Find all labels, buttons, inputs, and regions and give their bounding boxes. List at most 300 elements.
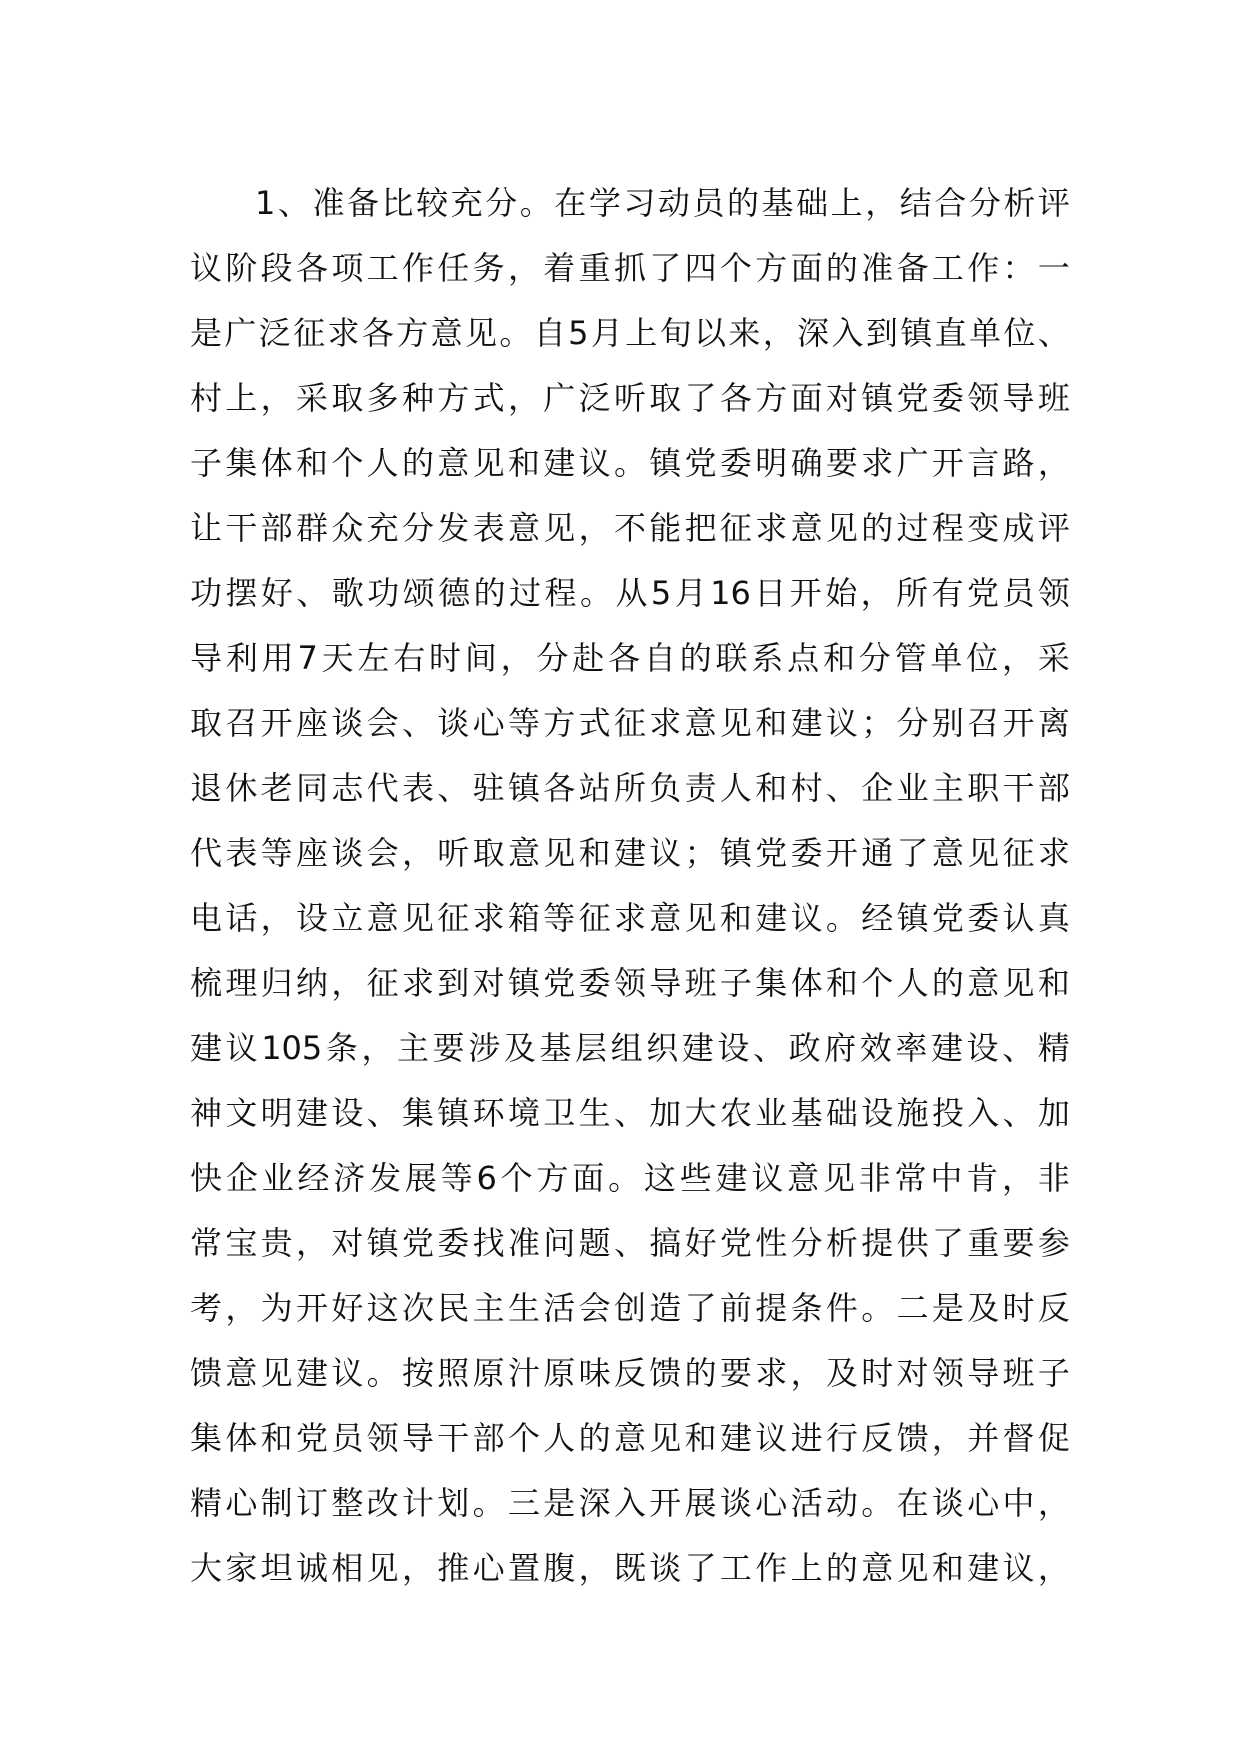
glyph: 面 xyxy=(790,249,823,287)
glyph: 和 xyxy=(931,1549,964,1587)
glyph: 。 xyxy=(608,1159,641,1197)
glyph: 条 xyxy=(790,1289,823,1327)
glyph: 工 xyxy=(366,249,399,287)
glyph: 等 xyxy=(260,834,293,872)
glyph: 的 xyxy=(473,574,506,612)
glyph: 意 xyxy=(225,1354,258,1392)
glyph: 镇 xyxy=(719,834,752,872)
glyph: ， xyxy=(1002,1159,1035,1197)
glyph: 听 xyxy=(613,379,646,417)
glyph: 设 xyxy=(966,1029,999,1067)
glyph: 见 xyxy=(1002,964,1035,1002)
glyph: 谈 xyxy=(331,704,364,742)
glyph: 了 xyxy=(684,379,717,417)
glyph: 村 xyxy=(790,769,823,807)
glyph: 领 xyxy=(931,1354,964,1392)
glyph: 镇 xyxy=(896,899,929,937)
glyph: 开 xyxy=(260,704,293,742)
glyph: 话 xyxy=(225,899,258,937)
glyph: 入 xyxy=(831,314,864,352)
glyph: 主 xyxy=(931,769,964,807)
glyph: 开 xyxy=(1002,704,1035,742)
glyph: 建 xyxy=(930,1029,963,1067)
glyph: 次 xyxy=(401,1289,434,1327)
glyph: 计 xyxy=(401,1484,434,1522)
glyph: 业 xyxy=(896,769,929,807)
paragraph-line xyxy=(190,1471,1070,1536)
glyph: 旬 xyxy=(659,314,692,352)
glyph: 、 xyxy=(825,769,858,807)
glyph: 活 xyxy=(790,1484,823,1522)
glyph: 把 xyxy=(684,509,717,547)
glyph: 组 xyxy=(610,1029,643,1067)
glyph: 为 xyxy=(260,1289,293,1327)
glyph: 好 xyxy=(684,1224,717,1262)
glyph: 各 xyxy=(719,379,752,417)
glyph: 党 xyxy=(931,899,964,937)
glyph: 谈 xyxy=(719,1484,752,1522)
glyph: 前 xyxy=(719,1289,752,1327)
glyph: 班 xyxy=(684,964,717,1002)
glyph: 会 xyxy=(578,1289,611,1327)
glyph: 和 xyxy=(578,834,611,872)
glyph: 变 xyxy=(967,509,1000,547)
glyph: 心 xyxy=(225,1484,258,1522)
glyph: 导 xyxy=(1002,379,1035,417)
glyph: 既 xyxy=(613,1549,646,1587)
glyph: 、 xyxy=(613,1094,646,1132)
glyph: 建 xyxy=(190,1029,223,1067)
glyph: 会 xyxy=(366,704,399,742)
glyph: 要 xyxy=(1002,1224,1035,1262)
glyph: 作 xyxy=(755,1549,788,1587)
glyph: 意 xyxy=(931,834,964,872)
glyph: 和 xyxy=(755,769,788,807)
glyph: 镇 xyxy=(861,379,894,417)
glyph: 老 xyxy=(260,769,293,807)
glyph: 提 xyxy=(755,1289,788,1327)
glyph: 建 xyxy=(543,444,576,482)
glyph: 德 xyxy=(438,574,471,612)
glyph: 开 xyxy=(789,574,822,612)
glyph: 及 xyxy=(503,1029,536,1067)
glyph: 个 xyxy=(331,444,364,482)
glyph: 确 xyxy=(790,444,823,482)
glyph: 意 xyxy=(967,964,1000,1002)
paragraph-line xyxy=(190,1146,1070,1211)
glyph: 和 xyxy=(755,704,788,742)
glyph: 设 xyxy=(861,1094,894,1132)
glyph: 投 xyxy=(931,1094,964,1132)
glyph: 征 xyxy=(1002,834,1035,872)
glyph: 联 xyxy=(715,639,748,677)
glyph: 充 xyxy=(366,509,399,547)
glyph: 、 xyxy=(1002,1094,1035,1132)
glyph: 民 xyxy=(437,1289,470,1327)
glyph: 建 xyxy=(613,834,646,872)
glyph: ， xyxy=(500,639,533,677)
glyph: 征 xyxy=(613,704,646,742)
glyph: 时 xyxy=(429,639,462,677)
glyph: 建 xyxy=(295,1354,328,1392)
glyph: 要 xyxy=(825,444,858,482)
glyph: ， xyxy=(860,574,893,612)
glyph: 求 xyxy=(861,444,894,482)
glyph: 右 xyxy=(393,639,426,677)
glyph: 路 xyxy=(1002,444,1035,482)
glyph: 天 xyxy=(321,639,354,677)
glyph: 段 xyxy=(260,249,293,287)
glyph: 集 xyxy=(401,1094,434,1132)
glyph: 多 xyxy=(366,379,399,417)
glyph: 和 xyxy=(684,1419,717,1457)
glyph: 见 xyxy=(260,1354,293,1392)
glyph: 取 xyxy=(331,379,364,417)
glyph: 进 xyxy=(790,1419,823,1457)
glyph: 建 xyxy=(719,1419,752,1457)
glyph: 设 xyxy=(295,899,328,937)
glyph: 建 xyxy=(715,1159,748,1197)
glyph: 项 xyxy=(331,249,364,287)
glyph: 个 xyxy=(500,1159,533,1197)
glyph: 人 xyxy=(366,444,399,482)
glyph: ， xyxy=(1037,444,1070,482)
glyph: 心 xyxy=(472,704,505,742)
glyph: 功 xyxy=(190,574,223,612)
glyph: 和 xyxy=(822,639,855,677)
glyph: 议 xyxy=(225,1029,258,1067)
glyph: 征 xyxy=(719,509,752,547)
glyph: 梳 xyxy=(190,964,223,1002)
glyph: 程 xyxy=(931,509,964,547)
glyph: 颂 xyxy=(402,574,435,612)
glyph: 提 xyxy=(861,1224,894,1262)
glyph: 照 xyxy=(437,1354,470,1392)
glyph: 基 xyxy=(539,1029,572,1067)
glyph: 子 xyxy=(190,444,223,482)
glyph: 心 xyxy=(967,1484,1000,1522)
glyph: 、 xyxy=(752,1029,785,1067)
glyph: ； xyxy=(684,834,717,872)
glyph: 对 xyxy=(472,964,505,1002)
glyph: 主 xyxy=(397,1029,430,1067)
glyph: 作 xyxy=(401,249,434,287)
glyph: 、 xyxy=(401,704,434,742)
glyph: 员 xyxy=(692,184,725,222)
glyph: 部 xyxy=(472,1419,505,1457)
glyph: ， xyxy=(865,184,898,222)
glyph: 开 xyxy=(825,834,858,872)
glyph: 谈 xyxy=(331,834,364,872)
glyph: 肯 xyxy=(966,1159,999,1197)
glyph: 评 xyxy=(1037,509,1070,547)
glyph: 代 xyxy=(190,834,223,872)
glyph: 面 xyxy=(790,379,823,417)
glyph: 方 xyxy=(536,1159,569,1197)
glyph: 制 xyxy=(260,1484,293,1522)
glyph: 较 xyxy=(416,184,449,222)
glyph: 上 xyxy=(625,314,658,352)
glyph: 委 xyxy=(790,834,823,872)
glyph: 等 xyxy=(440,1159,473,1197)
glyph: 以 xyxy=(693,314,726,352)
glyph: 立 xyxy=(331,899,364,937)
glyph: 开 xyxy=(649,1484,682,1522)
glyph: 谈 xyxy=(437,704,470,742)
glyph: 备 xyxy=(346,184,379,222)
glyph: 座 xyxy=(295,834,328,872)
glyph: 创 xyxy=(613,1289,646,1327)
glyph: 表 xyxy=(225,834,258,872)
glyph: 自 xyxy=(643,639,676,677)
glyph: 上 xyxy=(790,1549,823,1587)
glyph: 作 xyxy=(967,249,1000,287)
glyph: 件 xyxy=(825,1289,858,1327)
paragraph-line xyxy=(190,821,1070,886)
glyph: 导 xyxy=(649,964,682,1002)
glyph: 比 xyxy=(381,184,414,222)
glyph: 境 xyxy=(507,1094,540,1132)
glyph: 中 xyxy=(1002,1484,1035,1522)
glyph: 征 xyxy=(293,314,326,352)
glyph: 所 xyxy=(613,769,646,807)
paragraph-line xyxy=(190,1536,1070,1601)
glyph: 重 xyxy=(967,1224,1000,1262)
glyph: 精 xyxy=(190,1484,223,1522)
glyph: ， xyxy=(507,249,540,287)
glyph: 发 xyxy=(437,509,470,547)
glyph: ： xyxy=(1002,249,1035,287)
glyph: 式 xyxy=(472,379,505,417)
glyph: 个 xyxy=(507,1419,540,1457)
glyph: 要 xyxy=(432,1029,465,1067)
glyph: 员 xyxy=(331,1419,364,1457)
glyph: 点 xyxy=(787,639,820,677)
glyph: ， xyxy=(401,1549,434,1587)
glyph: 所 xyxy=(896,574,929,612)
glyph: 、 xyxy=(277,184,310,222)
glyph: 体 xyxy=(225,1419,258,1457)
glyph: 对 xyxy=(896,1354,929,1392)
glyph: 政 xyxy=(788,1029,821,1067)
glyph: 成 xyxy=(1002,509,1035,547)
glyph: 整 xyxy=(331,1484,364,1522)
glyph: 效 xyxy=(859,1029,892,1067)
glyph: 、 xyxy=(366,1094,399,1132)
glyph: 责 xyxy=(684,769,717,807)
glyph: 意 xyxy=(684,704,717,742)
glyph: ， xyxy=(578,509,611,547)
glyph: ， xyxy=(578,1549,611,1587)
glyph: 条 xyxy=(325,1029,358,1067)
glyph: 在 xyxy=(554,184,587,222)
glyph: 部 xyxy=(1037,769,1070,807)
glyph: 方 xyxy=(755,249,788,287)
glyph: 企 xyxy=(225,1159,258,1197)
glyph: 见 xyxy=(896,1549,929,1587)
glyph: 建 xyxy=(755,899,788,937)
glyph: 及 xyxy=(967,1289,1000,1327)
glyph: 领 xyxy=(366,1419,399,1457)
glyph: 业 xyxy=(261,1159,294,1197)
glyph: 种 xyxy=(401,379,434,417)
glyph: 方 xyxy=(543,704,576,742)
glyph: 征 xyxy=(437,899,470,937)
glyph: 搞 xyxy=(649,1224,682,1262)
glyph: 求 xyxy=(755,509,788,547)
glyph: ， xyxy=(260,899,293,937)
glyph: 备 xyxy=(896,249,929,287)
glyph: 党 xyxy=(967,574,1000,612)
glyph: 分 xyxy=(896,704,929,742)
glyph: 见 xyxy=(543,509,576,547)
glyph: 宝 xyxy=(225,1224,258,1262)
glyph: 推 xyxy=(437,1549,470,1587)
glyph: 左 xyxy=(357,639,390,677)
glyph: 105 xyxy=(261,1029,323,1067)
paragraph-line xyxy=(190,301,1070,366)
glyph: 各 xyxy=(543,769,576,807)
glyph: 业 xyxy=(755,1094,788,1132)
glyph: 负 xyxy=(649,769,682,807)
glyph: 见 xyxy=(366,1549,399,1587)
glyph: 合 xyxy=(934,184,967,222)
paragraph-line xyxy=(190,626,1070,691)
glyph: 促 xyxy=(1037,1419,1070,1457)
glyph: 离 xyxy=(1037,704,1070,742)
glyph: 镇 xyxy=(900,314,933,352)
glyph: 求 xyxy=(327,314,360,352)
glyph: 和 xyxy=(295,444,328,482)
glyph: 心 xyxy=(755,1484,788,1522)
glyph: 习 xyxy=(623,184,656,222)
glyph: 意 xyxy=(613,1419,646,1457)
glyph: 反 xyxy=(613,1354,646,1392)
glyph: 准 xyxy=(861,249,894,287)
glyph: 众 xyxy=(331,509,364,547)
glyph: 意 xyxy=(861,1549,894,1587)
glyph: 月 xyxy=(674,574,707,612)
glyph: 大 xyxy=(684,1094,717,1132)
glyph: 督 xyxy=(1002,1419,1035,1457)
glyph: 准 xyxy=(312,184,345,222)
glyph: 基 xyxy=(790,1094,823,1132)
glyph: 改 xyxy=(366,1484,399,1522)
glyph: 。 xyxy=(579,574,612,612)
glyph: 领 xyxy=(967,379,1000,417)
glyph: 非 xyxy=(858,1159,891,1197)
glyph: 归 xyxy=(260,964,293,1002)
glyph: 站 xyxy=(578,769,611,807)
glyph: 群 xyxy=(295,509,328,547)
paragraph-line xyxy=(190,951,1070,1016)
glyph: 意 xyxy=(790,509,823,547)
glyph: 见 xyxy=(543,834,576,872)
glyph: ， xyxy=(931,1419,964,1457)
glyph: 党 xyxy=(401,1224,434,1262)
glyph: 面 xyxy=(572,1159,605,1197)
paragraph-line xyxy=(190,1081,1070,1146)
glyph: 是 xyxy=(931,1289,964,1327)
glyph: ， xyxy=(401,834,434,872)
glyph: 导 xyxy=(401,1419,434,1457)
glyph: 听 xyxy=(437,834,470,872)
glyph: 抓 xyxy=(613,249,646,287)
glyph: 取 xyxy=(190,704,223,742)
glyph: 问 xyxy=(543,1224,576,1262)
glyph: 召 xyxy=(225,704,258,742)
glyph: 集 xyxy=(225,444,258,482)
glyph: 参 xyxy=(1037,1224,1070,1262)
glyph: 别 xyxy=(931,704,964,742)
glyph: 职 xyxy=(967,769,1000,807)
glyph: 采 xyxy=(1037,639,1070,677)
glyph: 代 xyxy=(366,769,399,807)
glyph: 表 xyxy=(472,509,505,547)
glyph: 意 xyxy=(649,899,682,937)
glyph: 委 xyxy=(437,1224,470,1262)
glyph: 系 xyxy=(751,639,784,677)
glyph: 和 xyxy=(260,1419,293,1457)
glyph: 坦 xyxy=(260,1549,293,1587)
glyph: 企 xyxy=(861,769,894,807)
glyph: 的 xyxy=(931,964,964,1002)
glyph: 16 xyxy=(710,574,751,612)
glyph: 卫 xyxy=(543,1094,576,1132)
glyph: 村 xyxy=(190,379,223,417)
glyph: 求 xyxy=(401,964,434,1002)
glyph: 议 xyxy=(331,1354,364,1392)
glyph: 分 xyxy=(790,1224,823,1262)
glyph: 意 xyxy=(507,509,540,547)
glyph: 原 xyxy=(472,1354,505,1392)
glyph: 式 xyxy=(578,704,611,742)
glyph: 原 xyxy=(543,1354,576,1392)
glyph: ， xyxy=(507,379,540,417)
glyph: 见 xyxy=(719,704,752,742)
glyph: 言 xyxy=(967,444,1000,482)
glyph: ， xyxy=(1002,639,1035,677)
glyph: 集 xyxy=(190,1419,223,1457)
glyph: 造 xyxy=(649,1289,682,1327)
glyph: 建 xyxy=(681,1029,714,1067)
glyph: 各 xyxy=(361,314,394,352)
glyph: 议 xyxy=(190,249,223,287)
glyph: 等 xyxy=(507,704,540,742)
glyph: 赴 xyxy=(572,639,605,677)
paragraph-line xyxy=(190,756,1070,821)
glyph: 位 xyxy=(1003,314,1036,352)
glyph: 程 xyxy=(544,574,577,612)
glyph: 人 xyxy=(896,964,929,1002)
glyph: 。 xyxy=(825,899,858,937)
glyph: ， xyxy=(790,1354,823,1392)
glyph: 到 xyxy=(437,964,470,1002)
glyph: 相 xyxy=(331,1549,364,1587)
glyph: 馈 xyxy=(649,1354,682,1392)
glyph: 二 xyxy=(896,1289,929,1327)
glyph: 方 xyxy=(396,314,429,352)
glyph: 础 xyxy=(796,184,829,222)
glyph: 泛 xyxy=(578,379,611,417)
glyph: 意 xyxy=(507,834,540,872)
glyph: 真 xyxy=(1037,899,1070,937)
glyph: 谈 xyxy=(649,1549,682,1587)
glyph: 导 xyxy=(190,639,223,677)
glyph: 好 xyxy=(331,1289,364,1327)
glyph: 谈 xyxy=(931,1484,964,1522)
glyph: 动 xyxy=(825,1484,858,1522)
